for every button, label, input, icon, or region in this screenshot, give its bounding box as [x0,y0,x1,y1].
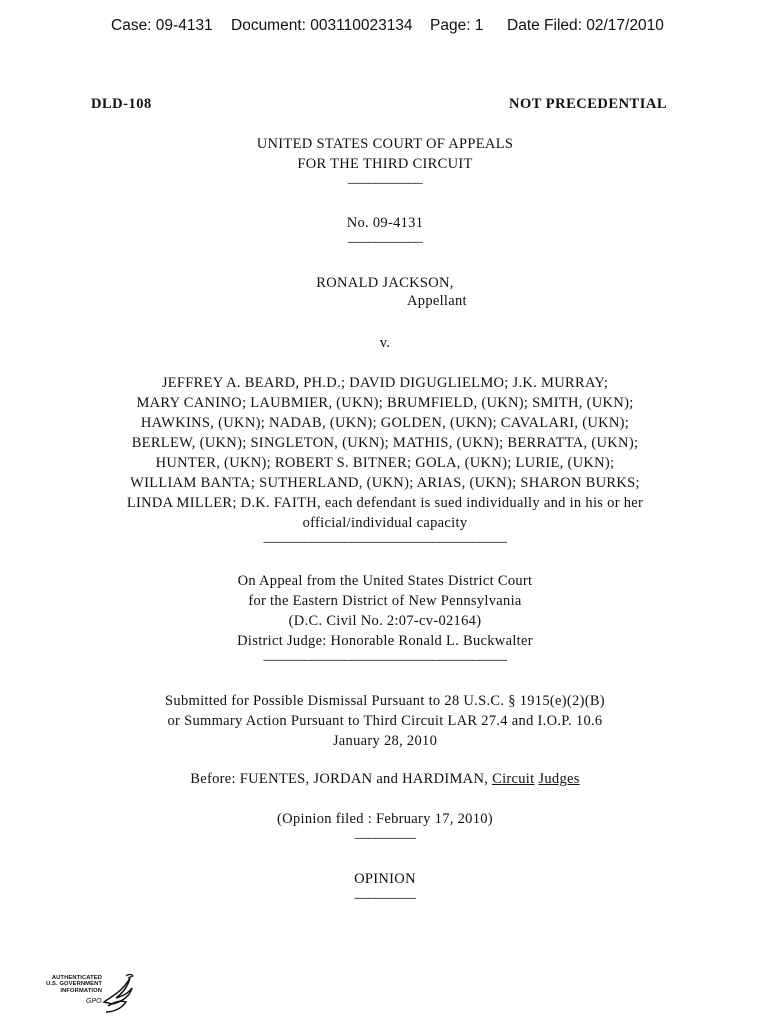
case-number-block [0,213,770,247]
opinion-heading-block [0,869,770,903]
circuit-word: Circuit [492,771,535,787]
appeal-line: District Judge: Honorable Ronald L. Buckwalter [237,633,533,649]
defendants-line: BERLEW, (UKN); SINGLETON, (UKN); MATHIS, (UKN); BERRATTA, (UKN); [131,435,639,451]
case-number: No. 09-4131 [346,215,424,231]
appeal-line: (D.C. Civil No. 2:07-cv-02164) [288,613,482,629]
appellant-name-text: RONALD JACKSON, [316,275,454,291]
versus-text: v. [379,335,391,351]
date-filed-header: Date Filed: 02/17/2010 [507,17,664,34]
docket-code: DLD-108 [91,96,152,112]
divider-rule: ___________ [347,229,423,245]
defendants-line: WILLIAM BANTA; SUTHERLAND, (UKN); ARIAS, (UKN); SHARON BURKS; [130,475,640,491]
opinion-heading: OPINION [354,871,416,887]
submitted-line: or Summary Action Pursuant to Third Circuit LAR 27.4 and I.O.P. 10.6 [167,713,603,729]
case-number-header: Case: 09-4131 [111,17,213,34]
seal-line: INFORMATION [60,987,102,994]
appellant-role: Appellant [407,293,467,309]
defendants-line: HAWKINS, (UKN); NADAB, (UKN); GOLDEN, (UKN); CAVALARI, (UKN); [140,415,630,431]
appeal-block [0,571,770,665]
submitted-date: January 28, 2010 [332,733,438,749]
appeal-line: On Appeal from the United States District Court [237,573,533,589]
versus [0,333,770,353]
seal-line: AUTHENTICATED [51,975,102,981]
document-number-header: Document: 003110023134 [231,17,413,34]
long-divider-rule: ____________________________________ [263,529,507,545]
defendants-line: HUNTER, (UKN); ROBERT S. BITNER; GOLA, (UKN); LURIE, (UKN); [155,455,615,471]
seal-gpo-label: GPO [86,998,102,1005]
document-header [0,17,770,37]
page-number-header: Page: 1 [430,17,484,34]
appeal-line: for the Eastern District of New Pennsylvania [248,593,522,609]
judges-word: Judges [538,771,580,787]
eagle-icon [98,972,138,1016]
court-name-line2: FOR THE THIRD CIRCUIT [297,156,473,172]
submitted-line: Submitted for Possible Dismissal Pursuant to 28 U.S.C. § 1915(e)(2)(B) [165,693,605,709]
defendants-line: MARY CANINO; LAUBMIER, (UKN); BRUMFIELD, (UKN); SMITH, (UKN); [136,395,634,411]
panel-judges [0,769,770,789]
divider-rule: _________ [354,825,416,841]
defendants-block [0,373,770,547]
opinion-filed-block [0,809,770,843]
gpo-authentication-seal [42,972,132,1016]
divider-rule: _________ [354,885,416,901]
court-title [0,134,770,188]
defendants-line: official/individual capacity [302,515,468,531]
seal-text [42,975,102,994]
defendants-line: JEFFREY A. BEARD, PH.D.; DAVID DIGUGLIELMO; J.K. MURRAY; [161,375,609,391]
opinion-filed-date: (Opinion filed : February 17, 2010) [277,811,493,827]
precedential-status: NOT PRECEDENTIAL [509,96,667,112]
panel-judges-text: Before: FUENTES, JORDAN and HARDIMAN, [190,771,493,787]
long-divider-rule: ____________________________________ [263,647,507,663]
submitted-block [0,691,770,751]
court-name-line1: UNITED STATES COURT OF APPEALS [256,136,514,152]
defendants-line: LINDA MILLER; D.K. FAITH, each defendant is sued individually and in his or her [126,495,644,511]
appellant-name [0,273,770,293]
divider-rule: ___________ [347,170,423,186]
seal-line: U.S. GOVERNMENT [46,981,102,988]
